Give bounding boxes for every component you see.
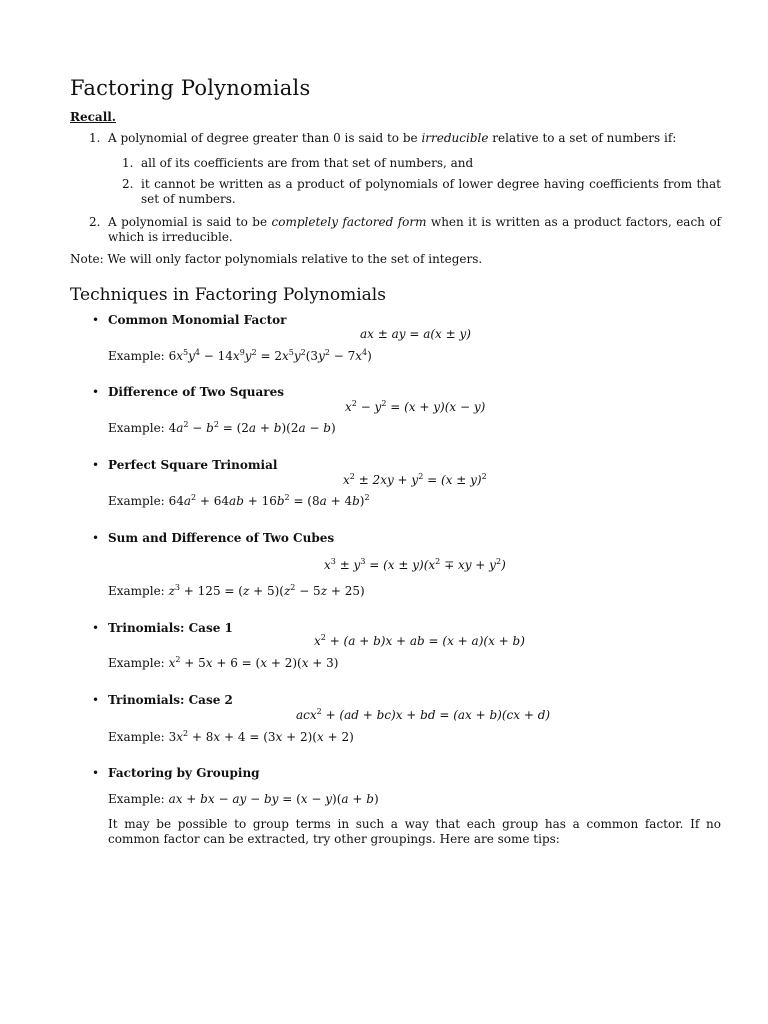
recall-item-2-number: 2. <box>89 215 101 229</box>
recall-subitem-1-number: 1. <box>122 156 134 170</box>
technique-name: Difference of Two Squares <box>108 385 284 399</box>
recall-item-2-text <box>108 215 721 245</box>
example-label: Example: <box>108 421 165 435</box>
recall-item-1-post: relative to a set of numbers if: <box>488 131 677 145</box>
example-math: $z^3 + 125 = (z + 5)(z^2 - 5z + 25)$ <box>168 583 365 598</box>
technique-name: Common Monomial Factor <box>108 313 287 327</box>
recall-item-1-pre: A polynomial of degree greater than 0 is said to be <box>108 131 422 145</box>
technique-example <box>108 584 365 599</box>
example-math: $x^2 + 5x + 6 = (x + 2)(x + 3)$ <box>168 655 339 670</box>
bullet-icon: • <box>92 385 100 399</box>
grouping-paragraph: It may be possible to group terms in such a way that each group has a common factor. If no common factor can be extracted, try other groupings. Here are some tips: <box>108 817 721 846</box>
example-math: $4a^2 - b^2 = (2a + b)(2a - b)$ <box>168 420 336 435</box>
technique-example <box>108 494 370 509</box>
technique-formula: $x^2 - y^2 = (x + y)(x - y)$ <box>345 399 486 414</box>
example-label: Example: <box>108 730 165 744</box>
technique-name: Trinomials: Case 2 <box>108 693 233 707</box>
example-math: $64a^2 + 64ab + 16b^2 = (8a + 4b)^2$ <box>168 493 370 508</box>
example-label: Example: <box>108 494 165 508</box>
bullet-icon: • <box>92 621 100 635</box>
techniques-title: Techniques in Factoring Polynomials <box>70 285 386 305</box>
technique-example <box>108 656 338 671</box>
recall-item-2-post: when it is written as a product factors, each of which is irreducible. <box>108 215 721 244</box>
page-title: Factoring Polynomials <box>70 76 311 100</box>
technique-example <box>108 730 354 745</box>
bullet-icon: • <box>92 693 100 707</box>
recall-heading: Recall. <box>70 110 116 124</box>
example-label: Example: <box>108 656 165 670</box>
example-math: $6x^5y^4 - 14x^9y^2 = 2x^5y^2(3y^2 - 7x^4)$ <box>168 348 372 363</box>
technique-formula: acx$^2$ + (ad + bc)x + bd = (ax + b)(cx + d) <box>296 707 551 722</box>
recall-note: Note: We will only factor polynomials relative to the set of integers. <box>70 252 483 266</box>
example-label: Example: <box>108 349 165 363</box>
technique-name: Trinomials: Case 1 <box>108 621 233 635</box>
recall-item-1-text <box>108 131 676 146</box>
bullet-icon: • <box>92 766 100 780</box>
recall-subitem-2-text: it cannot be written as a product of polynomials of lower degree having coefficients from that set of numbers. <box>141 177 721 206</box>
recall-item-2-pre: A polynomial is said to be <box>108 215 272 229</box>
technique-formula: $x^2 \pm 2xy + y^2 = (x \pm y)^2$ <box>343 472 487 487</box>
example-math: ax + bx − ay − by = (x − y)(a + b) <box>168 792 379 806</box>
example-math: $3x^2 + 8x + 4 = (3x + 2)(x + 2)$ <box>168 729 354 744</box>
example-label: Example: <box>108 584 165 598</box>
bullet-icon: • <box>92 531 100 545</box>
technique-example <box>108 792 379 807</box>
recall-item-1-em: irreducible <box>421 131 489 145</box>
bullet-icon: • <box>92 458 100 472</box>
bullet-icon: • <box>92 313 100 327</box>
recall-subitem-1-text: all of its coefficients are from that set of numbers, and <box>141 156 474 170</box>
technique-formula: ax ± ay = a(x ± y) <box>360 327 471 341</box>
technique-example <box>108 349 372 364</box>
technique-example <box>108 421 336 436</box>
technique-formula: $x^3 \pm y^3 = (x \pm y)(x^2$ ∓ xy + $y^2$) <box>324 557 506 572</box>
technique-name: Sum and Difference of Two Cubes <box>108 531 335 545</box>
example-label: Example: <box>108 792 165 806</box>
recall-item-2-em: completely factored form <box>271 215 427 229</box>
technique-formula: $x^2 + (a + b)x$ + ab = (x + a)(x + b) <box>314 633 525 648</box>
technique-name: Perfect Square Trinomial <box>108 458 278 472</box>
recall-item-1-number: 1. <box>89 131 101 145</box>
technique-name: Factoring by Grouping <box>108 766 260 780</box>
recall-subitem-2-number: 2. <box>122 177 134 191</box>
